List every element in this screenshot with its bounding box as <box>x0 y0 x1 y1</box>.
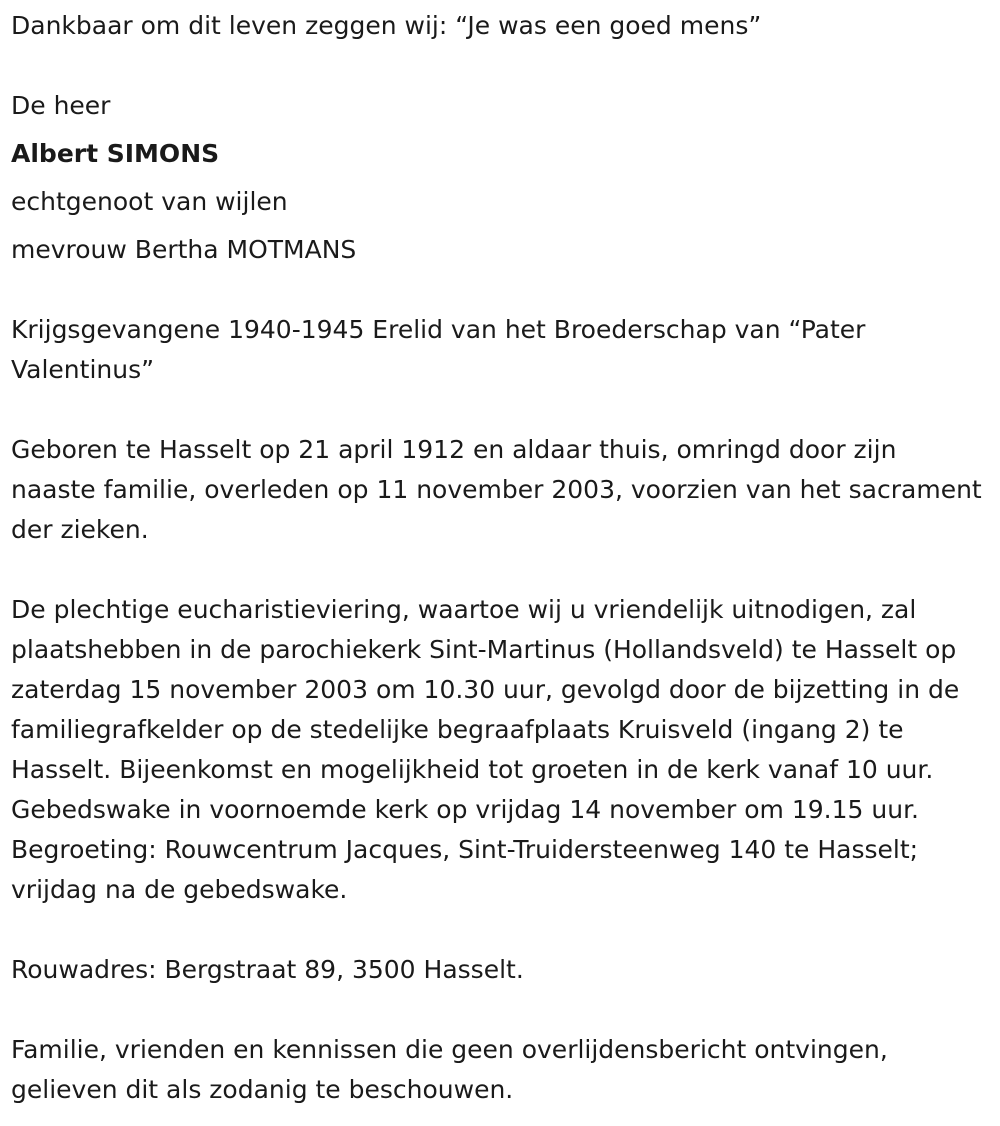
deceased-name: Albert SIMONS <box>11 139 220 168</box>
spouse-relation: echtgenoot van wijlen <box>11 187 288 216</box>
birth-death-paragraph: Geboren te Hasselt op 21 april 1912 en aldaar thuis, omringd door zijn naaste familie, overleden op 11 november 2003, voorzien van het sacrament der zieken. <box>11 435 982 544</box>
spouse-name: mevrouw Bertha MOTMANS <box>11 235 357 264</box>
honorific-title: De heer <box>11 91 111 120</box>
closing-paragraph: Familie, vrienden en kennissen die geen overlijdensbericht ontvingen, gelieven dit als zodanig te beschouwen. <box>11 1035 888 1104</box>
honors-paragraph: Krijgsgevangene 1940-1945 Erelid van het Broederschap van “Pater Valentinus” <box>11 315 866 384</box>
ceremony-paragraph: De plechtige eucharistieviering, waartoe wij u vriendelijk uitnodigen, zal plaatshebben in de parochiekerk Sint-Martinus (Hollandsveld) te Hasselt op zaterdag 15 november 2003 om 10.30 uur, gevolgd door de bijzetting in de familiegrafkelder op de stedelijke begraafplaats Kruisveld (ingang 2) te Hasselt. Bijeenkomst en mogelijkheid tot groeten in de kerk vanaf 10 uur. Gebedswake in voornoemde kerk op vrijdag 14 november om 19.15 uur. Begroeting: Rouwcentrum Jacques, Sint-Truidersteenweg 140 te Hasselt; vrijdag na de gebedswake. <box>11 595 960 904</box>
address-paragraph: Rouwadres: Bergstraat 89, 3500 Hasselt. <box>11 955 524 984</box>
motto-line: Dankbaar om dit leven zeggen wij: “Je was een goed mens” <box>11 11 762 40</box>
